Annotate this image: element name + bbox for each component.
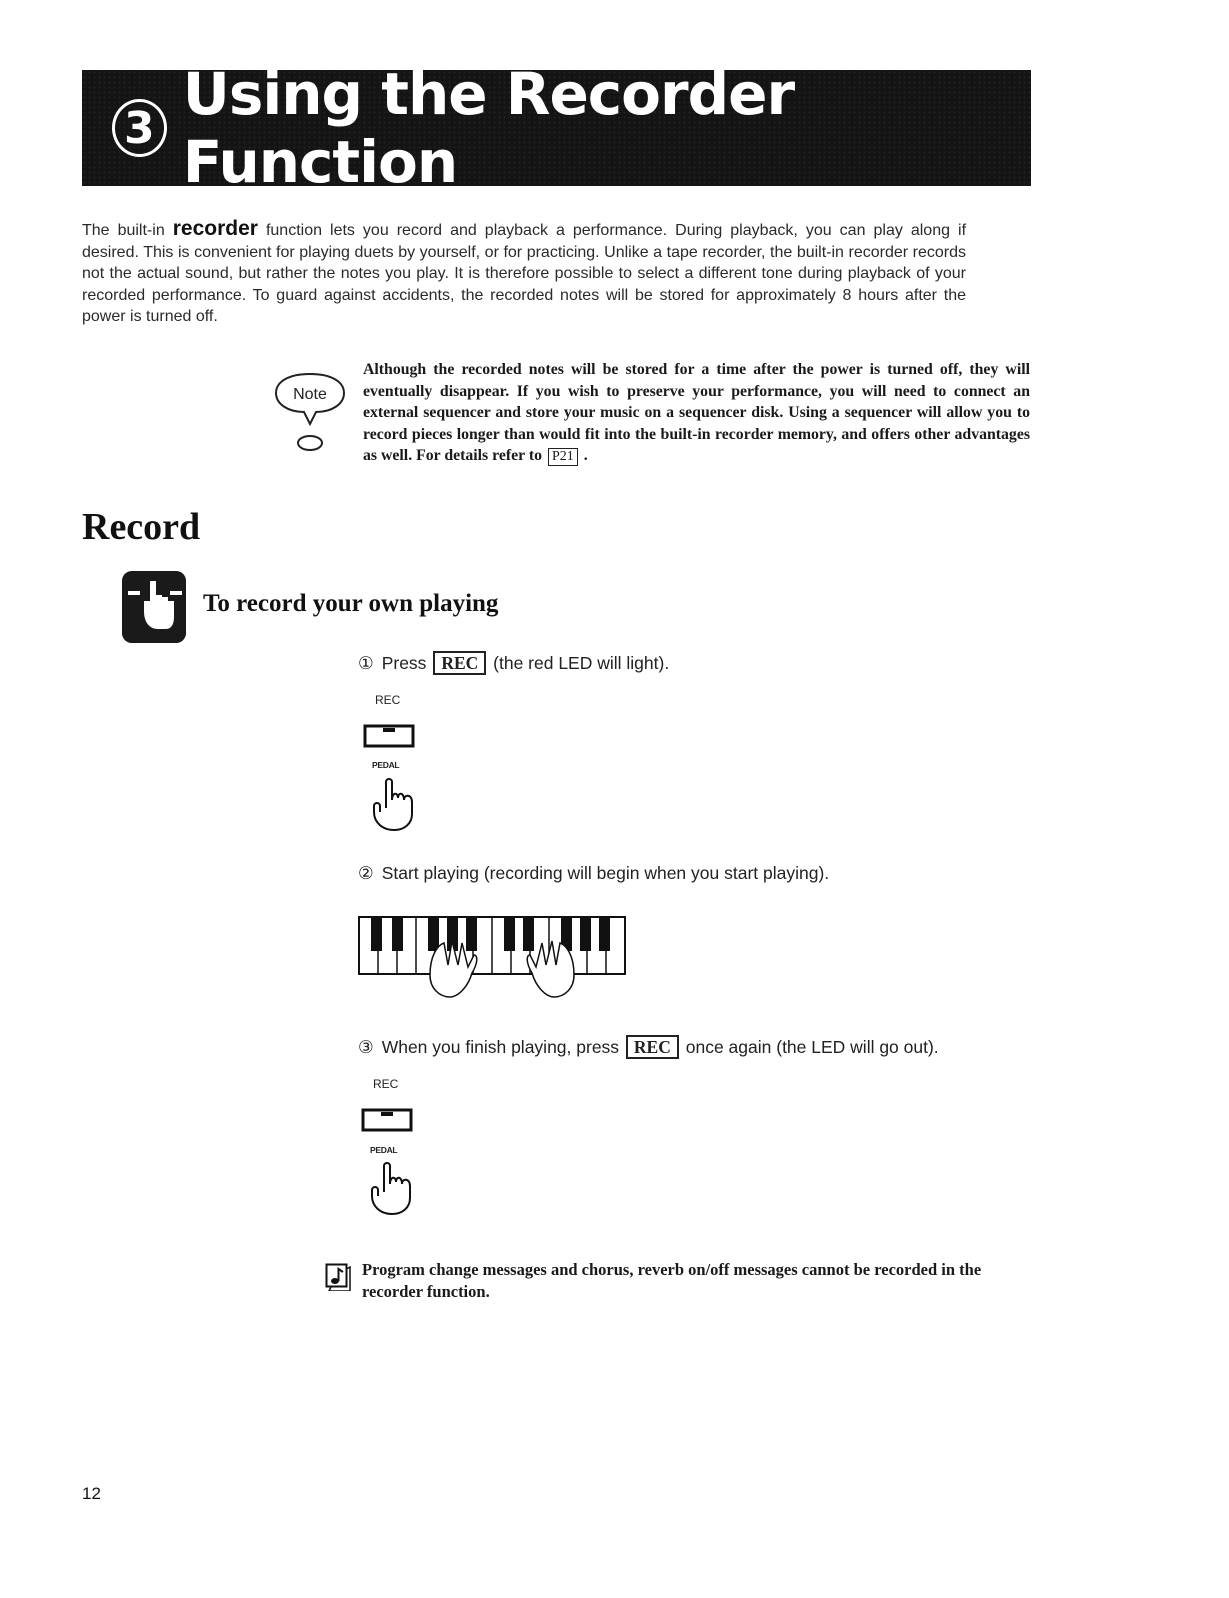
page-reference: P21 xyxy=(548,448,578,466)
step-2-number: ② xyxy=(358,864,374,884)
tip-text: Program change messages and chorus, reverb on/off messages cannot be recorded in the recorder function. xyxy=(362,1260,982,1301)
intro-paragraph xyxy=(82,218,966,328)
note-body: Although the recorded notes will be stored for a time after the power is turned off, they will eventually disappear. If you wish to preserve your performance, you will need to connect an external sequencer and store your music on a sequencer disk. Using a sequencer will allow you to record pieces longer than would fit into the built-in recorder memory, and offers other advantages as well. For details refer to xyxy=(363,361,1030,464)
note-text xyxy=(363,359,1030,467)
rec-panel-label-2: REC xyxy=(373,1077,399,1091)
step-1-pre: Press xyxy=(381,653,427,673)
pedal-label-2: PEDAL xyxy=(370,1145,398,1155)
rec-button-label: REC xyxy=(433,651,486,675)
chapter-number: 3 xyxy=(112,99,167,157)
pressing-hand-icon xyxy=(368,776,420,832)
section-subtitle: To record your own playing xyxy=(203,590,499,617)
page-number: 12 xyxy=(82,1484,101,1503)
step-1-post: (the red LED will light). xyxy=(493,653,670,673)
music-note-icon xyxy=(325,1263,351,1291)
rec-panel-label-1: REC xyxy=(375,693,401,707)
note-after: . xyxy=(583,447,588,464)
step-1-number: ① xyxy=(358,654,374,674)
section-title: Record xyxy=(82,506,201,548)
pressing-hand-icon-2 xyxy=(366,1160,418,1216)
step-3-pre: When you finish playing, press xyxy=(381,1037,620,1057)
rec-button-1[interactable] xyxy=(363,724,415,750)
intro-pre: The built-in xyxy=(82,222,173,239)
step-2 xyxy=(358,863,829,884)
step-2-text: Start playing (recording will begin when you start playing). xyxy=(381,863,830,883)
keyboard-hands-illustration xyxy=(358,915,628,1007)
note-icon-label: Note xyxy=(293,386,327,403)
step-1 xyxy=(358,651,669,675)
hand-press-icon xyxy=(122,571,186,643)
chapter-banner xyxy=(82,60,1031,196)
chapter-title: Using the Recorder Function xyxy=(182,60,795,196)
rec-button-label-2: REC xyxy=(626,1035,679,1059)
rec-button-2[interactable] xyxy=(361,1108,413,1134)
step-3-number: ③ xyxy=(358,1038,374,1058)
step-3-post: once again (the LED will go out). xyxy=(685,1037,939,1057)
step-3 xyxy=(358,1035,939,1059)
pedal-label-1: PEDAL xyxy=(372,760,400,770)
intro-keyword: recorder xyxy=(172,217,258,240)
intro-post: function lets you record and playback a performance. During playback, you can play along if desired. This is convenient for playing duets by yourself, or for practicing. Unlike a tape recorder, the built-in recorder records not the actual sound, but rather the notes you play. It is therefore possible to select a different tone during playback of your recorded performance. To guard against accidents, the recorded notes will be stored for approximately 8 hours after the power is turned off. xyxy=(82,222,967,325)
note-icon xyxy=(270,368,350,458)
